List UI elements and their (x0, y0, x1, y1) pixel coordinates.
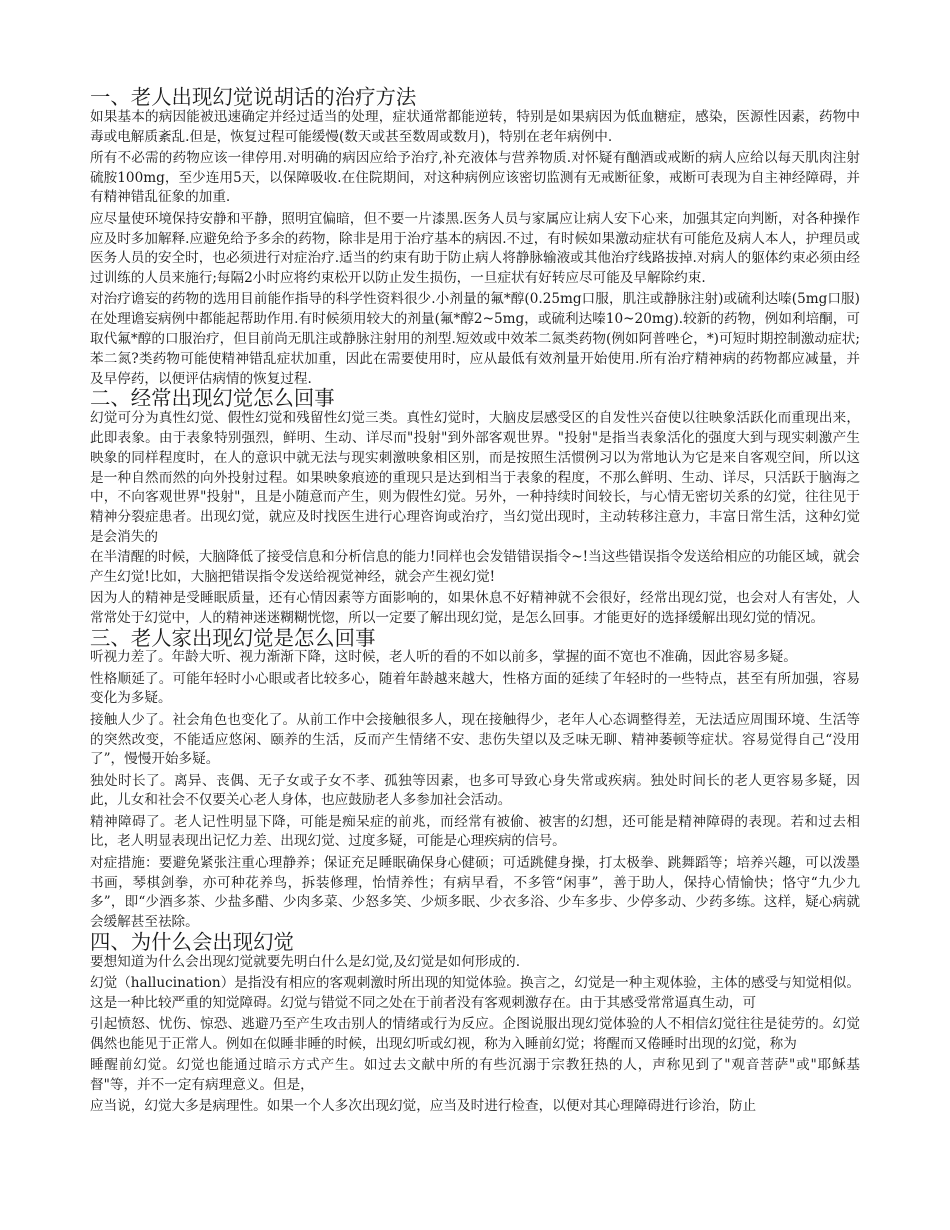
paragraph: 所有不必需的药物应该一律停用.对明确的病因应给予治疗,补充液体与营养物质.对怀疑有酗酒或戒断的病人应给以每天肌肉注射硫胺100mg，至少连用5天，以保障吸收.在住院期间，对这种病例应该密切监测有无戒断征象，戒断可表现为自主神经障碍，并有精神错乱征象的加重. (90, 149, 860, 206)
paragraph: 如果基本的病因能被迅速确定并经过适当的处理，症状通常都能逆转，特别是如果病因为低血糖症，感染，医源性因素，药物中毒或电解质紊乱.但是，恢复过程可能缓慢(数天或甚至数周或数月)，特别在老年病例中. (90, 108, 860, 145)
paragraph: 对症措施：要避免紧张注重心理静养；保证充足睡眠确保身心健硕；可适跳健身操，打太极拳、跳舞蹈等；培养兴趣，可以泼墨书画，琴棋剑拳，亦可种花养鸟，拆装修理，怡情养性；有病早看，不多管“闲事”，善于助人，保持心情愉快；恪守“九少九多”，即“少酒多茶、少盐多醋、少肉多菜、少怒多笑、少烦多眠、少衣多浴、少车多步、少停多动、少药多练。这样，疑心病就会缓解甚至祛除。 (90, 854, 860, 931)
paragraph: 幻觉（hallucination）是指没有相应的客观刺激时所出现的知觉体验。换言之，幻觉是一种主观体验，主体的感受与知觉相似。这是一种比较严重的知觉障碍。幻觉与错觉不同之处在于前者没有客观刺激存在。由于其感受常常逼真生动，可 (90, 975, 860, 1011)
paragraph: 听视力差了。年龄大听、视力渐渐下降，这时候，老人听的看的不如以前多，掌握的面不宽也不准确，因此容易多疑。 (90, 649, 797, 666)
paragraph: 幻觉可分为真性幻觉、假性幻觉和残留性幻觉三类。真性幻觉时，大脑皮层感受区的自发性兴奋使以往映象活跃化而重现出来，此即表象。由于表象特别强烈，鲜明、生动、详尽而"投射"到外部客观世界。"投射"是指当表象活化的强度大到与现实刺激产生映象的同样程度时，在人的意识中就无法与现实刺激映象相区别，而是按照生活惯例习以为常地认为它是来自客观空间，所以这是一种自然而然的向外投射过程。如果映象痕迹的重现只是达到相当于表象的程度，不那么鲜明、生动、详尽，只活跃于脑海之中，不向客观世界"投射"，且是小随意而产生，则为假性幻觉。另外，一种持续时间较长，与心情无密切关系的幻觉，往往见于精神分裂症患者。出现幻觉，就应及时找医生进行心理咨询或治疗，当幻觉出现时，主动转移注意力，丰富日常生活，这种幻觉是会消失的 (90, 410, 860, 546)
section-heading: 四、为什么会出现幻觉 (90, 929, 294, 954)
paragraph: 对治疗谵妄的药物的选用目前能作指导的科学性资料很少.小剂量的氟*醇(0.25mg口服，肌注或静脉注射)或硫利达嗪(5mg口服)在处理谵妄病例中都能起帮助作用.有时候须用较大的剂量(氟*醇2~5mg，或硫利达嗪10~20mg).较新的药物，例如利培酮，可取代氟*醇的口服治疗，但目前尚无肌注或静脉注射用的剂型.短效或中效苯二氮类药物(例如阿普唑仑，*)可短时期控制激动症状;苯二氮?类药物可能使精神错乱症状加重，因此在需要使用时，应从最低有效剂量开始使用.所有治疗精神病的药物都应减量，并及早停药，以便评估病情的恢复过程. (90, 291, 860, 387)
paragraph: 接触人少了。社会角色也变化了。从前工作中会接触很多人，现在接触得少，老年人心态调整得差，无法适应周围环境、生活等的突然改变，不能适应悠闲、颐养的生活，反而产生情绪不安、悲伤失望以及乏味无聊、精神萎顿等症状。容易觉得自己“没用了”，慢慢开始多疑。 (90, 711, 860, 768)
paragraph: 睡醒前幻觉。幻觉也能通过暗示方式产生。如过去文献中所的有些沉溺于宗教狂热的人，声称见到了"观音菩萨"或"耶稣基督"等，并不一定有病理意义。但是， (90, 1057, 860, 1094)
paragraph: 要想知道为什么会出现幻觉就要先明白什么是幻觉,及幻觉是如何形成的. (90, 953, 521, 970)
paragraph: 在半清醒的时候，大脑降低了接受信息和分析信息的能力!同样也会发错错误指令~!当这些错误指令发送给相应的功能区域，就会产生幻觉!比如，大脑把错误指令发送给视觉神经，就会产生视幻觉! (90, 548, 860, 585)
paragraph: 引起愤怒、忧伤、惊恐、逃避乃至产生攻击别人的情绪或行为反应。企图说服出现幻觉体验的人不相信幻觉往往是徒劳的。幻觉偶然也能见于正常人。例如在似睡非睡的时候，出现幻听或幻视，称为入睡前幻觉；将醒而又倦睡时出现的幻觉，称为 (90, 1016, 860, 1052)
paragraph: 应尽量使环境保持安静和平静，照明宜偏暗，但不要一片漆黑.医务人员与家属应让病人安下心来，加强其定向判断，对各种操作应及时多加解释.应避免给予多余的药物，除非是用于治疗基本的病因.不过，有时候如果激动症状有可能危及病人本人，护理员或医务人员的安全时，也必须进行对症治疗.适当的约束有助于防止病人将静脉输液或其他治疗线路拔掉.对病人的躯体约束必须由经过训练的人员来施行;每隔2小时应将约束松开以防止发生损伤，一旦症状有好转应尽可能及早解除约束. (90, 210, 860, 287)
paragraph: 性格顺延了。可能年轻时小心眼或者比较多心，随着年龄越来越大，性格方面的延续了年轻时的一些特点，甚至有所加强，容易变化为多疑。 (90, 670, 860, 707)
paragraph: 精神障碍了。老人记性明显下降，可能是痴呆症的前兆，而经常有被偷、被害的幻想，还可能是精神障碍的表现。若和过去相比，老人明显表现出记忆力差、出现幻觉、过度多疑，可能是心理疾病的信号。 (90, 813, 860, 850)
section-heading: 一、老人出现幻觉说胡话的治疗方法 (90, 85, 417, 109)
paragraph: 独处时长了。离异、丧偶、无子女或子女不孝、孤独等因素，也多可导致心身失常或疾病。独处时间长的老人更容易多疑，因此，儿女和社会不仅要关心老人身体，也应鼓励老人多参加社会活动。 (90, 772, 860, 809)
paragraph: 因为人的精神是受睡眠质量，还有心情因素等方面影响的，如果休息不好精神就不会很好，经常出现幻觉，也会对人有害处，人常常处于幻觉中，人的精神迷迷糊糊恍惚，所以一定要了解出现幻觉，是怎么回事。才能更好的选择缓解出现幻觉的情况。 (90, 589, 860, 626)
paragraph: 应当说，幻觉大多是病理性。如果一个人多次出现幻觉，应当及时进行检查，以便对其心理障碍进行诊治，防止 (90, 1098, 757, 1115)
section-heading: 三、老人家出现幻觉是怎么回事 (90, 625, 376, 650)
section-heading: 二、经常出现幻觉怎么回事 (90, 386, 335, 411)
